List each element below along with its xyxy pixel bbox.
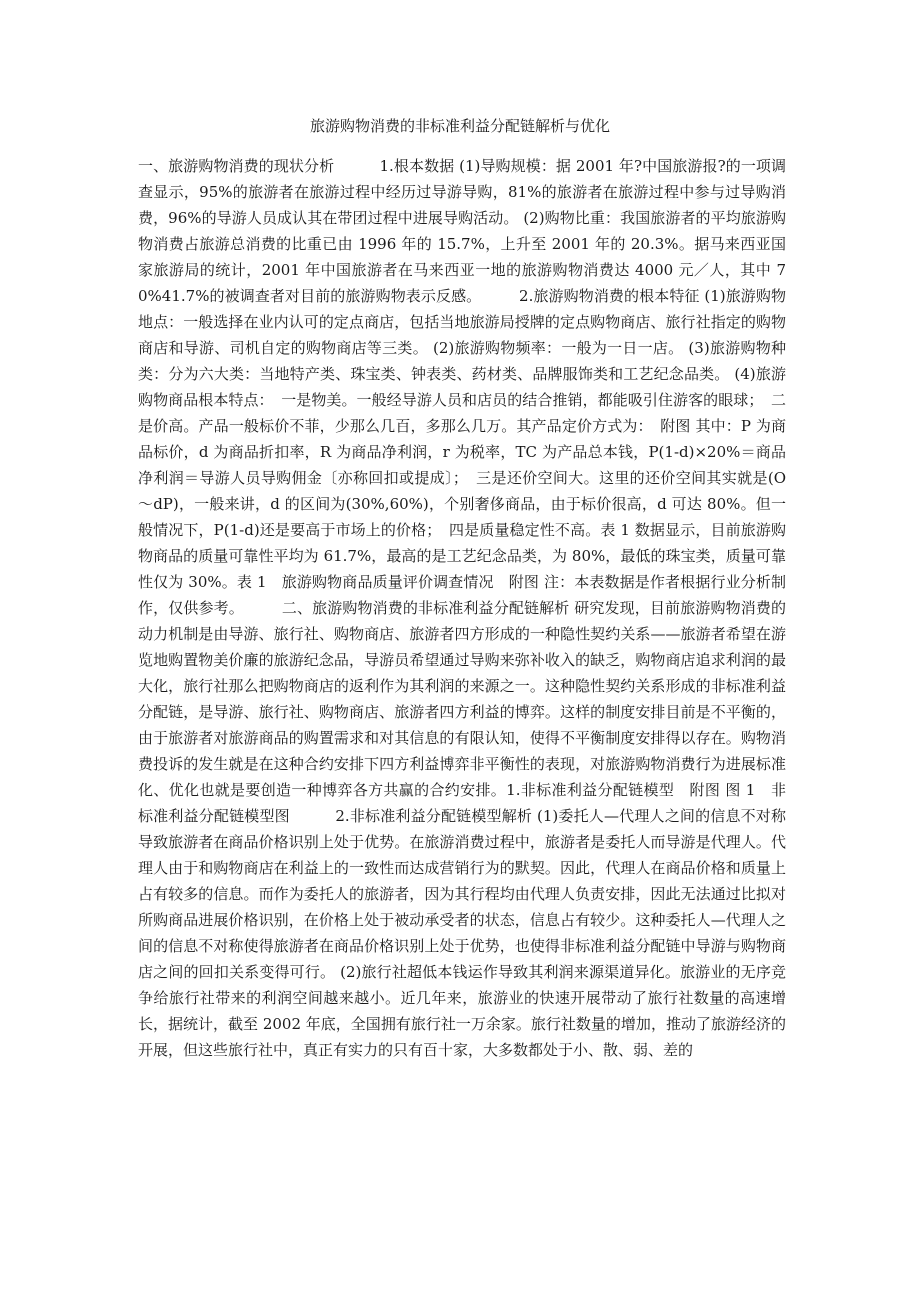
document-title: 旅游购物消费的非标准利益分配链解析与优化 xyxy=(309,117,610,135)
document-body: 一、旅游购物消费的现状分析 1.根本数据 (1)导购规模：据 2001 年?中国旅游报?的一项调查显示，95%的旅游者在旅游过程中经历过导游导购，81%的旅游者在旅游过程中参与过导购消费，96%的导游人员成认其在带团过程中进展导购活动。 (2)购物比重：我国旅游者的平均旅游购物消费占旅游总消费的比重已由 1996 年的 15.7%，上升至 2001 年的 20.3%。据马来西亚国家旅游局的统计，2001 年中国旅游者在马来西亚一地的旅游购物消费达 4000 元／人，其中 70%41.7%的被调查者对目前的旅游购物表示反感。 2.旅游购物消费的根本特征 (1)旅游购物地点：一般选择在业内认可的定点商店，包括当地旅游局授牌的定点购物商店、旅行社指定的购物商店和导游、司机自定的购物商店等三类。 (2)旅游购物频率：一般为一日一店。 (3)旅游购物种类：分为六大类：当地特产类、珠宝类、钟表类、药材类、品牌服饰类和工艺纪念品类。 (4)旅游购物商品根本特点： 一是物美。一般经导游人员和店员的结合推销，都能吸引住游客的眼球； 二是价高。产品一般标价不菲，少那么几百，多那么几万。其产品定价方式为： 附图 其中：P 为商品标价，d 为商品折扣率，R 为商品净利润，r 为税率，TC 为产品总本钱，P(1-d)×20%＝商品净利润＝导游人员导购佣金〔亦称回扣或提成〕； 三是还价空间大。这里的还价空间其实就是(O～dP)，一般来讲，d 的区间为(30%,60%)，个别奢侈商品，由于标价很高，d 可达 80%。但一般情况下，P(1-d)还是要高于市场上的价格； 四是质量稳定性不高。表 1 数据显示，目前旅游购物商品的质量可靠性平均为 61.7%，最高的是工艺纪念品类，为 80%，最低的珠宝类，质量可靠性仅为 30%。表 1 旅游购物商品质量评价调查情况 附图 注：本表数据是作者根据行业分析制作，仅供参考。 二、旅游购物消费的非标准利益分配链解析 研究发现，目前旅游购物消费的动力机制是由导游、旅行社、购物商店、旅游者四方形成的一种隐性契约关系——旅游者希望在游览地购置物美价廉的旅游纪念品，导游员希望通过导购来弥补收入的缺乏，购物商店追求利润的最大化，旅行社那么把购物商店的返利作为其利润的来源之一。这种隐性契约关系形成的非标准利益分配链，是导游、旅行社、购物商店、旅游者四方利益的博弈。这样的制度安排目前是不平衡的，由于旅游者对旅游商品的购置需求和对其信息的有限认知，使得不平衡制度安排得以存在。购物消费投诉的发生就是在这种合约安排下四方利益博弈非平衡性的表现，对旅游购物消费行为进展标准化、优化也就是要创造一种博弈各方共赢的合约安排。1.非标准利益分配链模型 附图 图 1 非标准利益分配链模型图 2.非标准利益分配链模型解析 (1)委托人—代理人之间的信息不对称导致旅游者在商品价格识别上处于优势。在旅游消费过程中，旅游者是委托人而导游是代理人。代理人由于和购物商店在利益上的一致性而达成营销行为的默契。因此，代理人在商品价格和质量上占有较多的信息。而作为委托人的旅游者，因为其行程均由代理人负责安排，因此无法通过比拟对所购商品进展价格识别，在价格上处于被动承受者的状态，信息占有较少。这种委托人—代理人之间的信息不对称使得旅游者在商品价格识别上处于优势，也使得非标准利益分配链中导游与购物商店之间的回扣关系变得可行。 (2)旅行社超低本钱运作导致其利润来源渠道异化。旅游业的无序竞争给旅行社带来的利润空间越来越小。近几年来，旅游业的快速开展带动了旅行社数量的高速增长，据统计，截至 2002 年底，全国拥有旅行社一万余家。旅行社数量的增加，推动了旅游经济的开展，但这些旅行社中，真正有实力的只有百十家，大多数都处于小、散、弱、差的 xyxy=(138,157,786,1059)
